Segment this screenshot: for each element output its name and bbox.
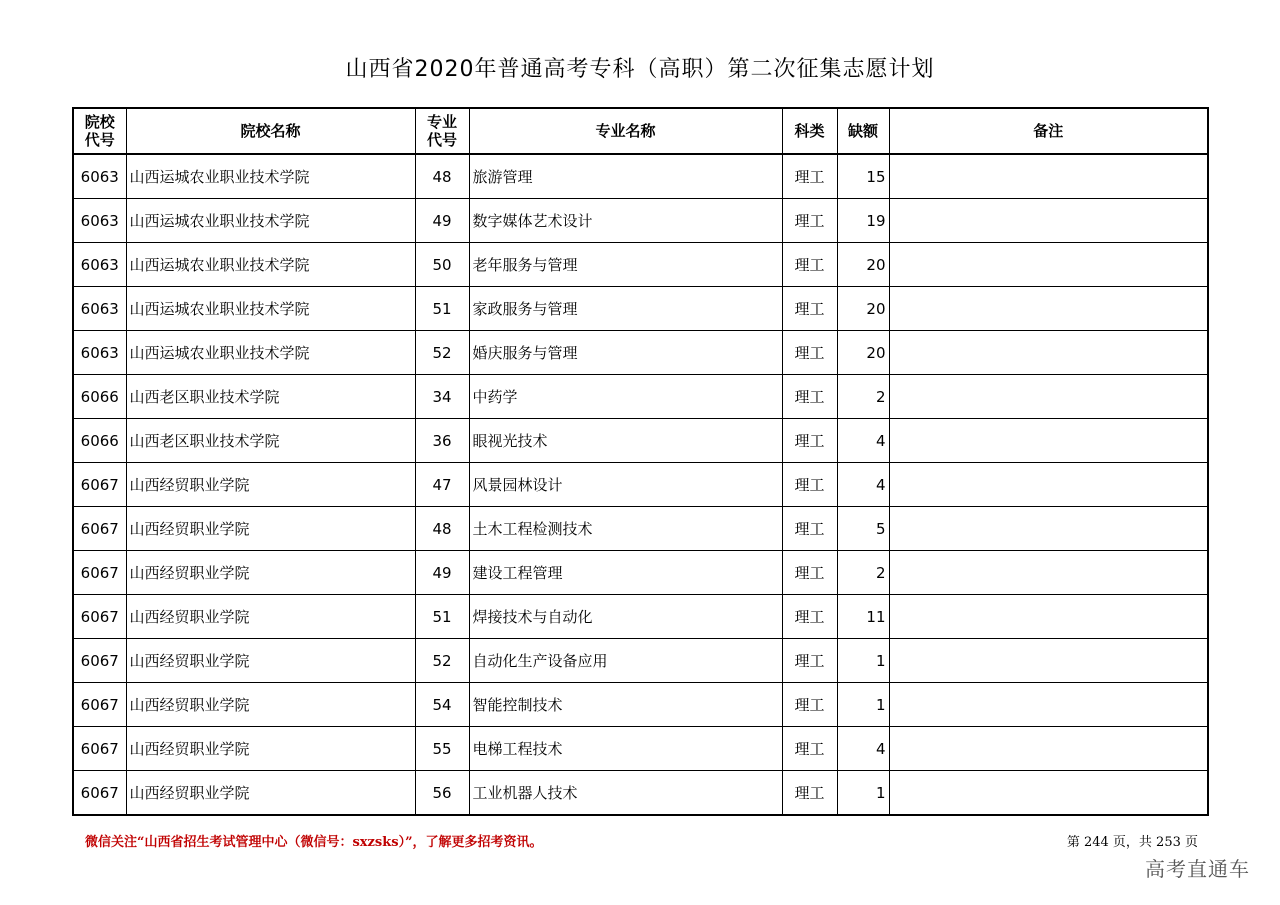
cell-school-name: 山西老区职业技术学院 [126,419,415,463]
cell-school-code: 6063 [73,199,126,243]
cell-school-name: 山西经贸职业学院 [126,507,415,551]
cell-school-name: 山西运城农业职业技术学院 [126,287,415,331]
cell-major-code: 49 [415,551,469,595]
cell-major-code: 56 [415,771,469,816]
cell-school-name: 山西运城农业职业技术学院 [126,154,415,199]
cell-school-name: 山西经贸职业学院 [126,727,415,771]
cell-major-name: 土木工程检测技术 [469,507,782,551]
cell-school-name: 山西经贸职业学院 [126,683,415,727]
cell-school-name: 山西运城农业职业技术学院 [126,199,415,243]
table-row [73,375,1208,419]
cell-school-code: 6067 [73,639,126,683]
cell-major-code: 36 [415,419,469,463]
table-row [73,287,1208,331]
table-row [73,771,1208,816]
page-title: 山西省2020年普通高考专科（高职）第二次征集志愿计划 [345,57,935,82]
cell-major-name: 眼视光技术 [469,419,782,463]
cell-vacancy: 11 [837,595,889,639]
cell-school-name: 山西经贸职业学院 [126,639,415,683]
cell-category: 理工 [782,683,837,727]
cell-major-name: 风景园林设计 [469,463,782,507]
cell-vacancy: 4 [837,463,889,507]
cell-vacancy: 1 [837,683,889,727]
cell-category: 理工 [782,154,837,199]
cell-major-name: 工业机器人技术 [469,771,782,816]
cell-school-code: 6066 [73,375,126,419]
cell-vacancy: 4 [837,419,889,463]
cell-remark [889,419,1208,463]
cell-school-name: 山西运城农业职业技术学院 [126,243,415,287]
cell-vacancy: 1 [837,771,889,816]
cell-vacancy: 5 [837,507,889,551]
header-school-name: 院校名称 [126,108,415,154]
cell-school-code: 6067 [73,463,126,507]
cell-category: 理工 [782,507,837,551]
page-number: 第 244 页，共 253 页 [1066,835,1198,850]
cell-school-name: 山西经贸职业学院 [126,595,415,639]
cell-remark [889,551,1208,595]
cell-remark [889,727,1208,771]
cell-school-code: 6063 [73,331,126,375]
cell-major-code: 50 [415,243,469,287]
cell-school-code: 6067 [73,507,126,551]
cell-school-name: 山西经贸职业学院 [126,771,415,816]
cell-remark [889,243,1208,287]
cell-vacancy: 15 [837,154,889,199]
table-header-row [73,108,1208,154]
cell-remark [889,771,1208,816]
cell-category: 理工 [782,463,837,507]
cell-vacancy: 20 [837,287,889,331]
header-major-name: 专业名称 [469,108,782,154]
cell-school-name: 山西运城农业职业技术学院 [126,331,415,375]
cell-school-code: 6067 [73,727,126,771]
cell-remark [889,639,1208,683]
table-row [73,595,1208,639]
cell-remark [889,463,1208,507]
cell-vacancy: 20 [837,331,889,375]
cell-category: 理工 [782,727,837,771]
cell-school-name: 山西老区职业技术学院 [126,375,415,419]
cell-vacancy: 2 [837,551,889,595]
cell-vacancy: 2 [837,375,889,419]
cell-major-name: 中药学 [469,375,782,419]
cell-remark [889,331,1208,375]
header-vacancy: 缺额 [837,108,889,154]
table-row [73,419,1208,463]
table-row [73,727,1208,771]
table-row [73,154,1208,199]
cell-school-name: 山西经贸职业学院 [126,463,415,507]
table-row [73,551,1208,595]
cell-major-code: 52 [415,331,469,375]
cell-category: 理工 [782,771,837,816]
cell-remark [889,199,1208,243]
cell-category: 理工 [782,419,837,463]
cell-category: 理工 [782,639,837,683]
cell-major-code: 54 [415,683,469,727]
cell-category: 理工 [782,287,837,331]
cell-vacancy: 1 [837,639,889,683]
cell-category: 理工 [782,551,837,595]
cell-major-code: 51 [415,595,469,639]
cell-category: 理工 [782,199,837,243]
cell-major-name: 建设工程管理 [469,551,782,595]
cell-major-name: 智能控制技术 [469,683,782,727]
table-row [73,463,1208,507]
header-remark: 备注 [889,108,1208,154]
cell-major-name: 家政服务与管理 [469,287,782,331]
cell-major-name: 数字媒体艺术设计 [469,199,782,243]
watermark: 高考直通车 [1145,857,1250,881]
cell-vacancy: 4 [837,727,889,771]
cell-school-code: 6066 [73,419,126,463]
wechat-follow-note: 微信关注“山西省招生考试管理中心（微信号：sxzsks）”，了解更多招考资讯。 [85,835,543,850]
cell-school-code: 6067 [73,595,126,639]
cell-remark [889,595,1208,639]
cell-major-name: 老年服务与管理 [469,243,782,287]
cell-major-code: 55 [415,727,469,771]
table-row [73,331,1208,375]
cell-major-name: 电梯工程技术 [469,727,782,771]
table-row [73,243,1208,287]
cell-remark [889,287,1208,331]
cell-remark [889,683,1208,727]
cell-major-code: 49 [415,199,469,243]
cell-major-code: 52 [415,639,469,683]
cell-school-code: 6063 [73,243,126,287]
cell-school-code: 6067 [73,551,126,595]
cell-school-code: 6063 [73,287,126,331]
cell-remark [889,507,1208,551]
cell-category: 理工 [782,375,837,419]
header-school-code: 院校 代号 [73,108,126,154]
header-category: 科类 [782,108,837,154]
cell-major-code: 51 [415,287,469,331]
cell-major-code: 48 [415,507,469,551]
cell-major-name: 婚庆服务与管理 [469,331,782,375]
table-row [73,639,1208,683]
cell-category: 理工 [782,243,837,287]
cell-remark [889,154,1208,199]
enrollment-plan-table [72,107,1209,816]
cell-remark [889,375,1208,419]
cell-school-name: 山西经贸职业学院 [126,551,415,595]
cell-vacancy: 20 [837,243,889,287]
cell-major-name: 自动化生产设备应用 [469,639,782,683]
table-row [73,507,1208,551]
header-major-code: 专业 代号 [415,108,469,154]
table-row [73,683,1208,727]
cell-school-code: 6063 [73,154,126,199]
table-row [73,199,1208,243]
cell-major-name: 焊接技术与自动化 [469,595,782,639]
cell-category: 理工 [782,331,837,375]
cell-major-code: 47 [415,463,469,507]
cell-major-code: 34 [415,375,469,419]
cell-category: 理工 [782,595,837,639]
cell-major-name: 旅游管理 [469,154,782,199]
cell-major-code: 48 [415,154,469,199]
cell-school-code: 6067 [73,683,126,727]
cell-vacancy: 19 [837,199,889,243]
cell-school-code: 6067 [73,771,126,816]
